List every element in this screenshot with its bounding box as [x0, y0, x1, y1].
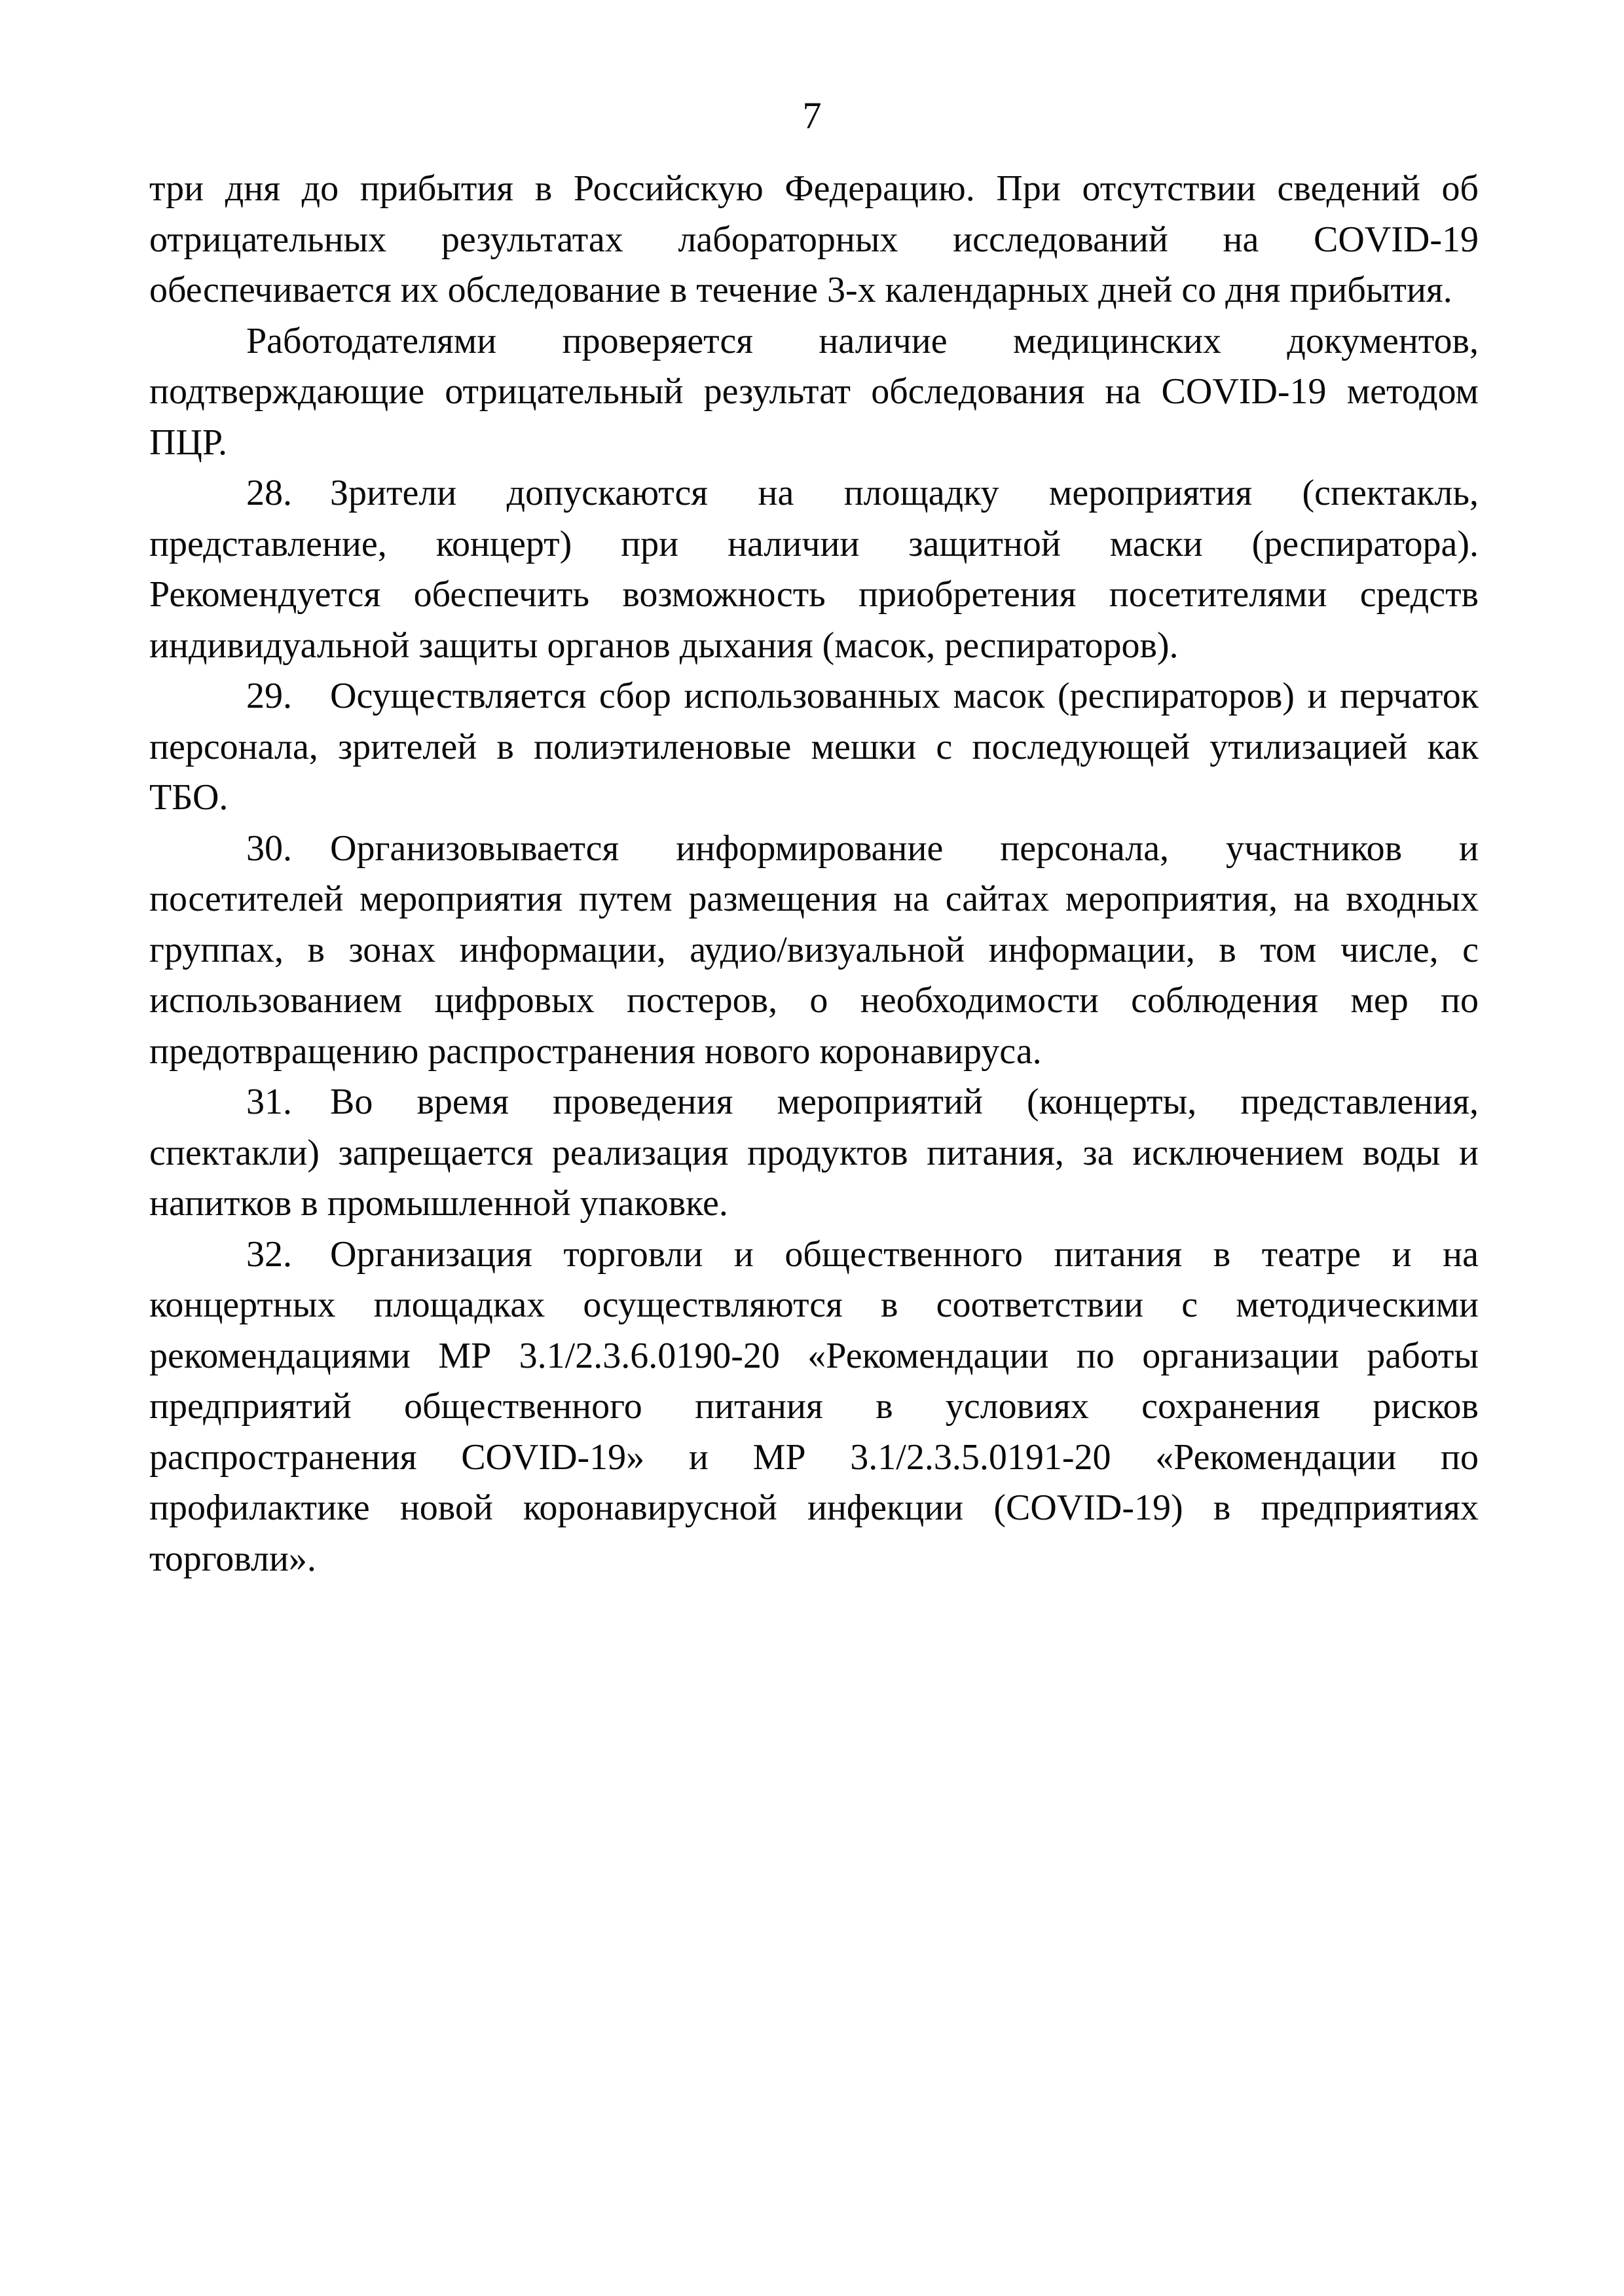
- paragraph-text: Зрители допускаются на площадку мероприятия (спектакль, представление, концерт) при наличии защитной маски (респиратора). Рекомендуется обеспечить возможность приобретения посетителями средств индивидуальной защиты органов дыхания (масок, респираторов).: [149, 473, 1479, 666]
- paragraph-30: [149, 824, 1479, 1078]
- paragraph-text: Во время проведения мероприятий (концерты, представления, спектакли) запрещается реализация продуктов питания, за исключением воды и напитков в промышленной упаковке.: [149, 1082, 1479, 1224]
- paragraph-text: Осуществляется сбор использованных масок (респираторов) и перчаток персонала, зрителей в полиэтиленовые мешки с последующей утилизацией как ТБО.: [149, 676, 1479, 818]
- paragraph-29: [149, 671, 1479, 824]
- paragraph-text: Работодателями проверяется наличие медицинских документов, подтверждающие отрицательный результат обследования на COVID-19 методом ПЦР.: [149, 320, 1479, 463]
- paragraph-text: три дня до прибытия в Российскую Федерацию. При отсутствии сведений об отрицательных результатах лабораторных исследований на COVID-19 обеспечивается их обследование в течение 3-х календарных дней со дня прибытия.: [149, 168, 1479, 310]
- paragraph-employers: [149, 316, 1479, 469]
- paragraph-continuation: [149, 164, 1479, 316]
- paragraph-text: Организация торговли и общественного питания в театре и на концертных площадках осуществляются в соответствии с методическими рекомендациями МР 3.1/2.3.6.0190-20 «Рекомендации по организации работы предприятий общественного питания в условиях сохранения рисков распространения COVID-19» и МР 3.1/2.3.5.0191-20 «Рекомендации по профилактике новой коронавирусной инфекции (COVID-19) в предприятиях торговли».: [149, 1233, 1479, 1579]
- paragraph-number: 29.: [246, 676, 292, 716]
- paragraph-number: 32.: [246, 1233, 292, 1275]
- paragraph-28: [149, 468, 1479, 671]
- paragraph-31: [149, 1077, 1479, 1230]
- paragraph-number: 28.: [246, 473, 292, 513]
- page-number: 7: [802, 94, 822, 137]
- paragraph-text: Организовывается информирование персонала, участников и посетителей мероприятия путем размещения на сайтах мероприятия, на входных группах, в зонах информации, аудио/визуальной информации, в том числе, с использованием цифровых постеров, о необходимости соблюдения мер по предотвращению распространения нового коронавируса.: [149, 828, 1479, 1072]
- paragraph-number: 31.: [246, 1082, 292, 1122]
- paragraph-number: 30.: [246, 828, 292, 869]
- document-body: [149, 164, 1479, 1584]
- paragraph-32: [149, 1230, 1479, 1585]
